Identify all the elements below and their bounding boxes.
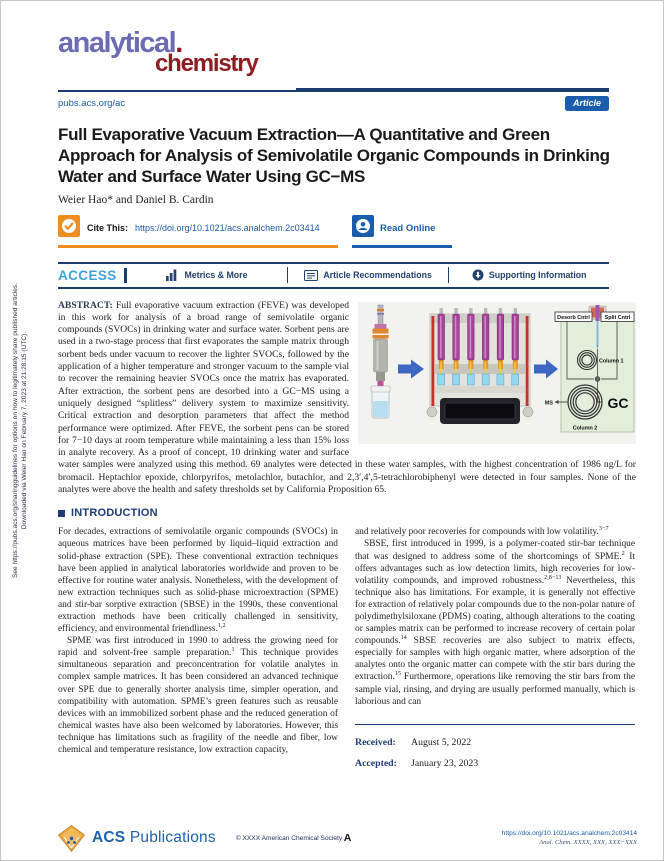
metrics-and-more-link[interactable] xyxy=(127,269,287,281)
article-recommendations-link[interactable] xyxy=(288,270,448,281)
gc-label: GC xyxy=(607,394,629,411)
logo-word-chemistry: chemistry xyxy=(155,50,258,77)
introduction-heading-label: INTRODUCTION xyxy=(71,507,158,520)
column1-label: Column 1 xyxy=(599,358,624,365)
access-bar xyxy=(58,262,609,289)
metrics-label: Metrics & More xyxy=(184,270,248,281)
page-number: A xyxy=(343,832,352,844)
intro-column-right xyxy=(355,526,635,773)
access-button[interactable]: ACCESS xyxy=(58,267,117,283)
cite-check-icon xyxy=(58,215,80,242)
graphical-abstract xyxy=(358,302,636,444)
column2-label: Column 2 xyxy=(572,425,598,432)
abstract-text: Full evaporative vacuum extraction (FEVE) was developed in this work for analysis of a broad range of semivolatile organic compounds (SVOCs) in drinking water and surface water. Sorbent pens are used in a two-stage process that first evaporates the sample matrix through sorbent beds under vacuum to recover the lighter SVOCs, followed by the application of a higher temperature and stronger vacuum to the sample vial to recover the remaining heavier SVOCs once the matrix has evaporated. After extraction, the sorbent pens are desorbed into a GC−MS using a uniquely designed “splitless” delivery system to maximize sensitivity. Critical extraction and desorption parameters that affect the method performance were optimized. After FEVE, the sorbent pens can be stored for 7−10 days at room temperature while maintaining a less than 15% loss in analyte recovery. As a proof of concept, 10 drinking water and surface water samples were analyzed using this method. 69 analytes were detected in these water samples, with the highest concentration of 1986 ng/L for bromacil. Heptachlor epoxide, chlorpyrifos, metolachlor, butachlor, and 2,3′,4′,5-tetrachlorobiphenyl were detected in four samples. None of the analytes were above the health and safety thresholds set by California Proposition 65. xyxy=(58,299,636,496)
article-list-icon xyxy=(304,270,318,281)
download-stamp xyxy=(11,228,29,633)
copyright-notice: © XXXX American Chemical Society xyxy=(235,834,343,842)
footer-reference-block xyxy=(502,829,637,848)
author-list[interactable]: Weier Hao* and Daniel B. Cardin xyxy=(58,193,214,206)
intro-paragraph: For decades, extractions of semivolatile organic compounds (SVOCs) in aqueous matrices have been performed by liquid–liquid extraction and solid-phase extraction (SPE). These conventional extraction techniques have been applied in analytical laboratories worldwide and proven to be effective for routine water analysis. Nonetheless, with the development of new extraction techniques such as solid-phase microextraction (SPME) and stir-bar sorptive extraction (SBSE) in the 1990s, these conventional extraction methods have been critically challenged in sensitivity, efficiency, and environmental friendliness.$^{1,2}$ xyxy=(58,527,338,635)
desorb-cntrl-label: Desorb Cntrl xyxy=(557,314,590,321)
accepted-label: Accepted: xyxy=(355,757,397,769)
article-title: Full Evaporative Vacuum Extraction—A Quantitative and Green Approach for Analysis of Semivolatile Organic Compounds in Drinking Water and Surface Water Using GC−MS xyxy=(58,124,610,186)
split-cntrl-label: Split Cntrl xyxy=(604,314,631,321)
received-label: Received: xyxy=(355,736,396,748)
abstract-label: ABSTRACT: xyxy=(58,299,113,311)
logo-dot: . xyxy=(175,27,184,59)
cite-this-bar xyxy=(58,215,338,248)
acs-publications-wordmark: ACS Publications xyxy=(92,829,216,846)
stamp-sharing-line: See https://pubs.acs.org/sharingguidelines for options on how to legitimately share published articles. xyxy=(12,282,19,579)
section-square-icon xyxy=(58,510,65,517)
intro-paragraph: SBSE, first introduced in 1999, is a polymer-coated stir-bar technique that was designed to address some of the shortcomings of SPME.$^2$ It offers advantages such as low detection limits, high recoveries for low-volatility compounds, and improved robustness.$^{2,8-13}$ Nevertheless, this technique also has limitations. For example, it is generally not effective for extraction of relatively polar compounds due to the non-polar nature of polydimethylsiloxane (PDMS) coating, although alterations to the coating or samples matrix can be performed to increase recovery of certain polar compounds.$^{14}$ SBSE recoveries are also subject to matrix effects, especially for samples with high organic matter, where adsorption of the analytes onto the organic matter can compete with the stir bars during the extraction.$^{15}$ Furthermore, operations like removing the stir bars from the sample vial, rinsing, and drying are usually performed manually, which is laborious and can xyxy=(355,539,635,707)
supporting-information-link[interactable] xyxy=(449,269,609,281)
abstract-section xyxy=(58,300,636,497)
supporting-info-icon xyxy=(472,269,484,281)
acs-diamond-icon xyxy=(58,825,85,852)
footer-doi-link[interactable]: https://doi.org/10.1021/acs.analchem.2c03414 xyxy=(501,829,637,837)
footer-citation: Anal. Chem. XXXX, XXX, XXX−XXX xyxy=(539,839,637,846)
header-rule xyxy=(58,88,609,92)
journal-url-link[interactable]: pubs.acs.org/ac xyxy=(58,97,126,109)
journal-masthead-logo xyxy=(58,27,609,79)
intro-paragraph: SPME was first introduced in 1990 to address the growing need for rapid and solvent-free sample preparation.$^1$ This technique provides simultaneous separation and preconcentration for volatile analytes in complex sample matrices. It has been considered an advanced technique over SPE due to generally shorter analysis time, simpler operation, and compatibility with automation. SPME’s green features such as reusable devices with an immobilized sorbent phase and the reduced generation of chemical wastes have also been welcomed by laboratories. However, this technique has limitations such as fragility of the needle and fiber, low chemical and temperature resistance, low extraction capacity, xyxy=(58,636,338,756)
page-footer xyxy=(58,819,637,857)
ms-label: MS xyxy=(544,399,553,406)
read-online-button[interactable] xyxy=(352,215,452,248)
doi-link[interactable]: https://doi.org/10.1021/acs.analchem.2c03414 xyxy=(135,223,320,234)
supporting-label: Supporting Information xyxy=(488,270,587,281)
received-accepted-box xyxy=(355,724,635,771)
received-date: August 5, 2022 xyxy=(411,736,472,748)
stamp-downloaded-line: Downloaded via Weier Hao on February 7, 2023 at 21:28:15 (UTC). xyxy=(21,331,28,530)
article-type-badge: Article xyxy=(565,96,609,111)
cite-this-label: Cite This: xyxy=(87,223,129,234)
intro-paragraph: and relatively poor recoveries for compounds with low volatility.$^{3-7}$ xyxy=(355,525,609,538)
acs-publications-logo[interactable] xyxy=(58,825,216,852)
recommendations-label: Article Recommendations xyxy=(323,270,432,281)
read-online-icon xyxy=(352,215,374,242)
logo-word-analytical: analytical xyxy=(58,27,176,59)
introduction-heading xyxy=(58,507,634,519)
bar-chart-icon xyxy=(166,269,179,281)
extraction-rack-illustration xyxy=(427,308,533,424)
accepted-date: January 23, 2023 xyxy=(411,757,479,769)
read-online-label: Read Online xyxy=(380,222,436,234)
intro-column-left xyxy=(58,526,338,773)
